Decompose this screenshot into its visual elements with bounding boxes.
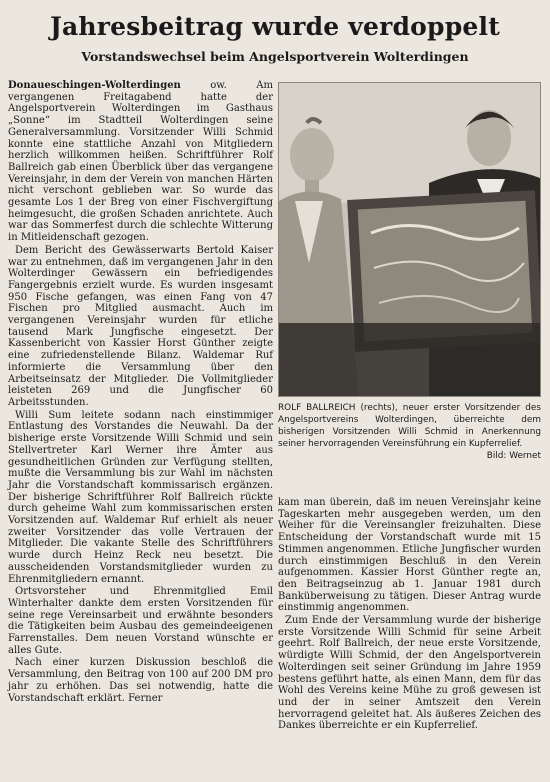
article-column-left	[8, 80, 273, 704]
article-paragraph: Willi Sum leitete sodann nach einstimmiger Entlastung des Vorstandes die Neuwahl. Da der bisherige erste Vorsitzende Willi Schmid und sein Stellvertreter Karl Werner ihre Ämter aus gesundheitlichen Gründen zur Verfügung stellten, mußte die Versammlung bis zur Wahl im nächsten Jahr die Vorstandschaft kommissarisch ergänzen. Der bisherige Schriftführer Rolf Ballreich rückte durch geheime Wahl zum kommissarischen ersten Vorsitzenden auf. Waldemar Ruf erhielt als neuer zweiter Vorsitzender das volle Vertrauen der Mitglieder. Die vakante Stelle des Schriftführers wurde durch Heinz Reck neu besetzt. Die ausscheidenden Vorstandsmitglieder wurden zu Ehrenmitgliedern ernannt.	[8, 409, 273, 585]
caption-text: (rechts), neuer erster Vorsitzender des Angelsportvereins Wolterdingen, überreichte dem bisherigen Vorsitzenden Willi Schmid in Anerkennung seiner hervorragenden Vereinsführung ein Kupferrelief.	[278, 403, 541, 449]
caption-name: ROLF BALLREICH	[278, 403, 356, 413]
subheadline: Vorstandswechsel beim Angelsportverein Wolterdingen	[81, 49, 469, 64]
dateline: Donaueschingen-Wolterdingen	[8, 80, 181, 91]
paragraph-text: ow. Am vergangenen Freitagabend hatte der Angelsportverein Wolterdingen im Gasthaus „Sonne“ im Stadtteil Wolterdingen seine Generalversammlung. Vorsitzender Willi Schmid konnte eine stattliche Anzahl von Mitgliedern herzlich willkommen heißen. Schriftführer Rolf Ballreich gab einen Überblick über das vergangene Vereinsjahr, in dem der Verein von manchen Härten nicht verschont geblieben war. So wurde das gesamte Los 1 der Breg von einer Fischvergiftung heimgesucht, die großen Schaden anrichtete. Auch war das Sommerfest durch die schlechte Witterung in Mitleidenschaft gezogen.	[8, 80, 273, 244]
photo-credit: Bild: Wernet	[486, 451, 541, 461]
photo-caption	[278, 402, 541, 462]
article-column-right	[278, 497, 541, 732]
article-paragraph	[8, 80, 273, 244]
photo	[278, 82, 541, 397]
article-paragraph: Ortsvorsteher und Ehrenmitglied Emil Winterhalter dankte dem ersten Vorsitzenden für seine rege Vereinsarbeit und erwähnte besonders die Tätigkeiten beim Ausbau des gemeindeeigenen Farrenstalles. Dem neuen Vorstand wünschte er alles Gute.	[8, 586, 273, 656]
article-paragraph: Nach einer kurzen Diskussion beschloß die Versammlung, den Beitrag von 100 auf 200 DM pro jahr zu erhöhen. Das sei notwendig, hatte die Vorstandschaft erklärt. Ferner	[8, 657, 273, 704]
article-paragraph: Zum Ende der Versammlung wurde der bisherige erste Vorsitzende Willi Schmid für seine Arbeit geehrt. Rolf Ballreich, der neue erste Vorsitzende, würdigte Willi Schmid, der den Angelsportverein Wolterdingen seit seiner Gründung im Jahre 1959 bestens geführt hatte, als einen Mann, dem für das Wohl des Vereins keine Mühe zu groß gewesen ist und der in seiner Amtszeit den Verein hervorragend geleitet hat. Als äußeres Zeichen des Dankes überreichte er ein Kupferrelief.	[278, 615, 541, 732]
article-paragraph: Dem Bericht des Gewässerwarts Bertold Kaiser war zu entnehmen, daß im vergangenen Jahr in den Wolterdinger Gewässern ein befriedigendes Fangergebnis erzielt wurde. Es wurden insgesamt 950 Fische gefangen, was einen Fang von 47 Fischen pro Mitglied ausmacht. Auch im vergangenen Vereinsjahr wurden für etliche tausend Mark Jungfische eingesetzt. Der Kassenbericht von Kassier Horst Günther zeigte eine zufriedenstellende Bilanz. Waldemar Ruf informierte die Versammlung über den Arbeitseinsatz der Mitglieder. Die Vollmitglieder leisteten 269 und die Jungfischer 60 Arbeitsstunden.	[8, 244, 273, 408]
photo-image	[279, 83, 540, 396]
article-paragraph: kam man überein, daß im neuen Vereinsjahr keine Tageskarten mehr ausgegeben werden, um den Weiher für die Vereinsangler freizuhalten. Diese Entscheidung der Vorstandschaft wurde mit 15 Stimmen angenommen. Etliche Jungfischer wurden durch einstimmigen Beschluß in den Verein aufgenommen. Kassier Horst Günther regte an, den Beitragseinzug ab 1. Januar 1981 durch Banküberweisung zu tätigen. Dieser Antrag wurde einstimmig angenommen.	[278, 497, 541, 614]
headline: Jahresbeitrag wurde verdoppelt	[50, 12, 500, 41]
